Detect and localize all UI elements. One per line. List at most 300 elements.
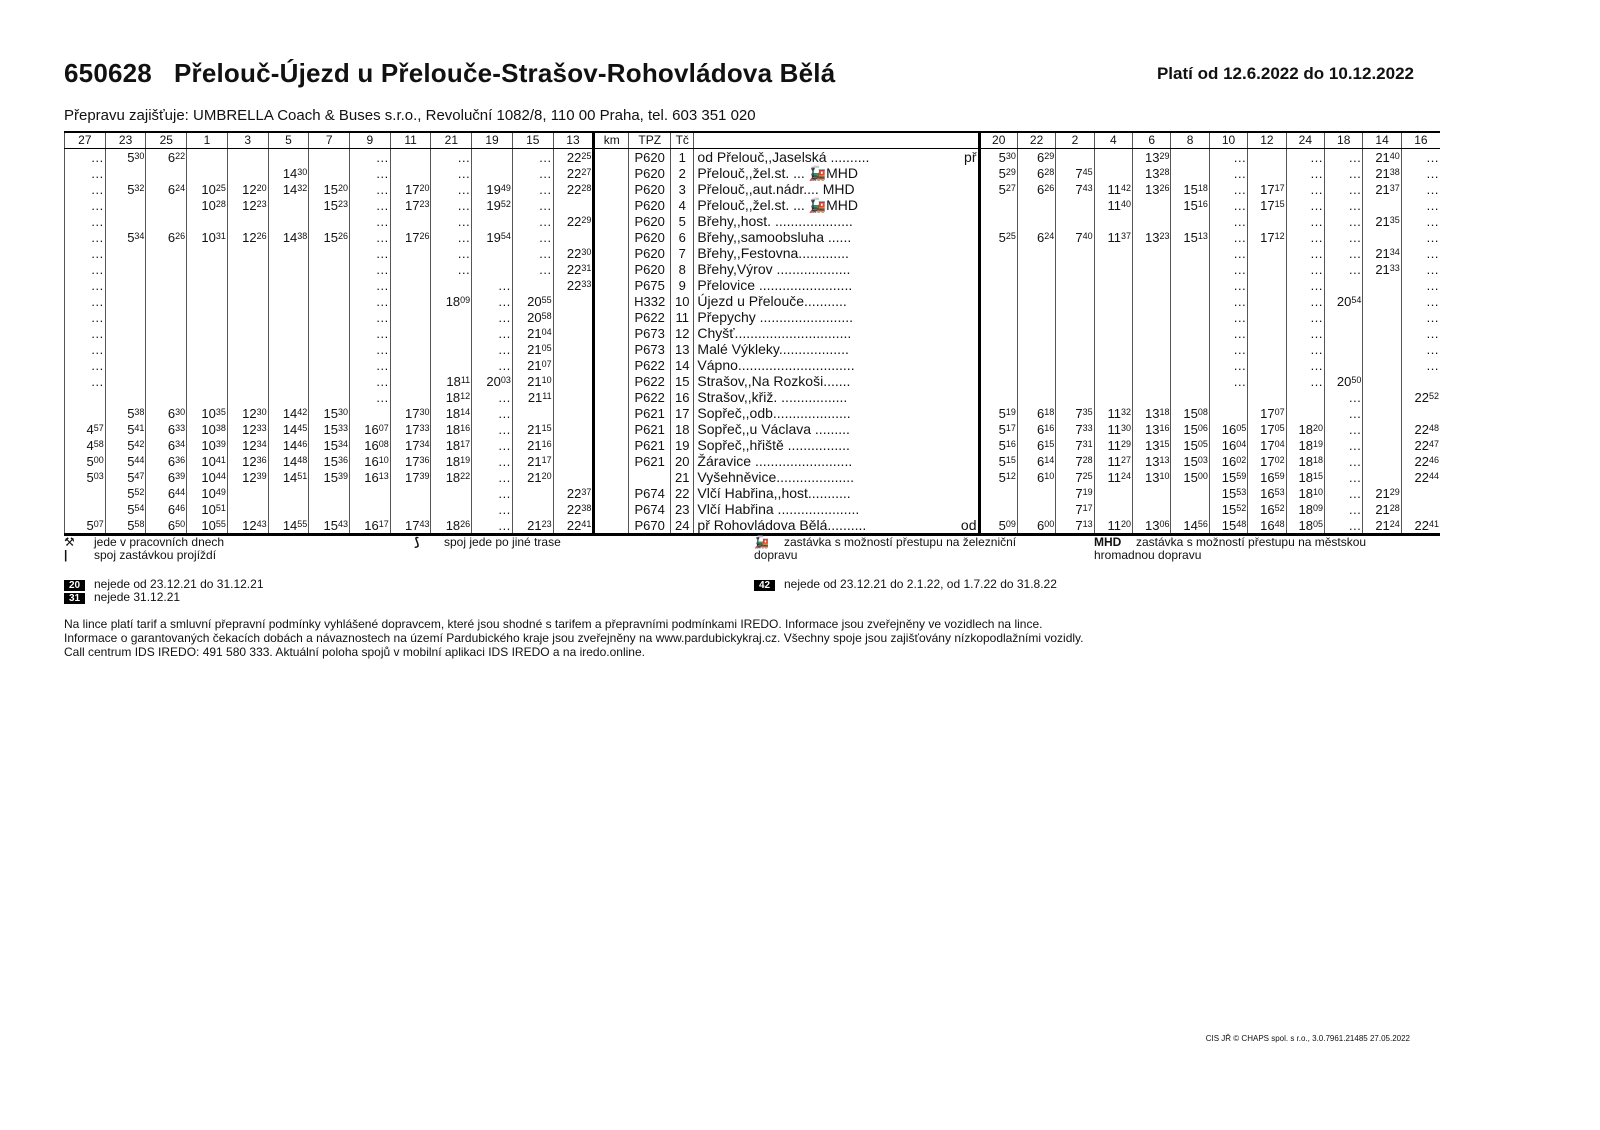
departure-time: $17^{04}$ xyxy=(1248,437,1286,453)
departure-time: $13^{29}$ xyxy=(1133,149,1171,166)
departure-time: … xyxy=(1286,325,1324,341)
departure-time: $17^{07}$ xyxy=(1248,405,1286,421)
trip-number: 15 xyxy=(512,132,553,149)
departure-time: $14^{48}$ xyxy=(268,453,309,469)
departure-time xyxy=(1325,309,1363,325)
departure-time: … xyxy=(1325,437,1363,453)
trip-number: 3 xyxy=(227,132,268,149)
departure-time xyxy=(1286,405,1324,421)
departure-time: $15^{53}$ xyxy=(1209,485,1247,501)
km-cell xyxy=(594,453,629,469)
departure-time: $17^{36}$ xyxy=(390,453,431,469)
departure-time xyxy=(309,357,350,373)
departure-time: $12^{30}$ xyxy=(227,405,268,421)
departure-time xyxy=(1133,325,1171,341)
stop-row xyxy=(65,421,1441,437)
departure-time: … xyxy=(1286,293,1324,309)
departure-time: … xyxy=(65,293,106,309)
departure-time xyxy=(1248,149,1286,166)
departure-time: $22^{31}$ xyxy=(553,261,594,277)
departure-time: $7^{35}$ xyxy=(1056,405,1094,421)
legend-rail: 🚂 zastávka s možností přestupu na železniční dopravu xyxy=(754,535,1017,562)
departure-time: … xyxy=(1401,325,1440,341)
departure-time xyxy=(268,149,309,166)
departure-time xyxy=(1094,293,1132,309)
departure-time xyxy=(1094,309,1132,325)
departure-time xyxy=(268,357,309,373)
departure-time: … xyxy=(1401,149,1440,166)
departure-time xyxy=(1248,309,1286,325)
departure-time xyxy=(390,277,431,293)
departure-time xyxy=(146,357,187,373)
departure-time: $5^{30}$ xyxy=(105,149,146,166)
departure-time: … xyxy=(431,165,472,181)
stop-row xyxy=(65,389,1441,405)
km-cell xyxy=(594,469,629,485)
departure-time xyxy=(390,149,431,166)
km-cell xyxy=(594,197,629,213)
departure-time: $15^{16}$ xyxy=(1171,197,1209,213)
departure-time xyxy=(105,389,146,405)
departure-time: $6^{16}$ xyxy=(1017,421,1055,437)
km-cell xyxy=(594,293,629,309)
departure-time: $16^{17}$ xyxy=(350,517,391,535)
departure-time: … xyxy=(1209,149,1247,166)
departure-time xyxy=(1017,245,1055,261)
departure-time xyxy=(1056,325,1094,341)
departure-time xyxy=(1248,213,1286,229)
departure-time xyxy=(65,405,106,421)
departure-time xyxy=(350,405,391,421)
stop-name xyxy=(694,389,979,405)
departure-time: $16^{10}$ xyxy=(350,453,391,469)
departure-time xyxy=(1248,261,1286,277)
departure-time: $5^{30}$ xyxy=(979,149,1017,166)
departure-time: $21^{04}$ xyxy=(512,325,553,341)
departure-time: $18^{19}$ xyxy=(431,453,472,469)
departure-time xyxy=(105,245,146,261)
departure-time xyxy=(1209,389,1247,405)
departure-time xyxy=(1017,261,1055,277)
km-cell xyxy=(594,341,629,357)
departure-time: $6^{39}$ xyxy=(146,469,187,485)
tpz-code: P674 xyxy=(629,501,671,517)
departure-time xyxy=(227,357,268,373)
departure-time xyxy=(227,309,268,325)
departure-time: … xyxy=(472,325,513,341)
departure-time xyxy=(1133,357,1171,373)
departure-time: $17^{12}$ xyxy=(1248,229,1286,245)
departure-time xyxy=(1171,357,1209,373)
km-cell xyxy=(594,261,629,277)
departure-time: $12^{34}$ xyxy=(227,437,268,453)
departure-time: $14^{51}$ xyxy=(268,469,309,485)
departure-time: $18^{19}$ xyxy=(1286,437,1324,453)
stop-name xyxy=(694,309,979,325)
departure-time xyxy=(187,277,228,293)
stop-name xyxy=(694,261,979,277)
departure-time: … xyxy=(1209,325,1247,341)
departure-time: $5^{16}$ xyxy=(979,437,1017,453)
departure-time: $22^{28}$ xyxy=(553,181,594,197)
departure-time xyxy=(309,277,350,293)
departure-time xyxy=(1094,373,1132,389)
departure-time: … xyxy=(1325,229,1363,245)
departure-time xyxy=(431,357,472,373)
departure-time: … xyxy=(1286,261,1324,277)
departure-time: $5^{58}$ xyxy=(105,517,146,535)
departure-time: $6^{29}$ xyxy=(1017,149,1055,166)
departure-time: $18^{14}$ xyxy=(431,405,472,421)
departure-time: … xyxy=(472,437,513,453)
departure-time xyxy=(187,261,228,277)
departure-time: … xyxy=(350,325,391,341)
stop-number: 12 xyxy=(671,325,694,341)
departure-time: $18^{09}$ xyxy=(431,293,472,309)
stop-row xyxy=(65,437,1441,453)
stop-row xyxy=(65,453,1441,469)
departure-time xyxy=(390,165,431,181)
departure-time: $14^{30}$ xyxy=(268,165,309,181)
stop-number: 2 xyxy=(671,165,694,181)
departure-time: $6^{50}$ xyxy=(146,517,187,535)
trip-number-row xyxy=(65,132,1441,149)
departure-time xyxy=(268,325,309,341)
departure-time xyxy=(1133,293,1171,309)
departure-time: $6^{22}$ xyxy=(146,149,187,166)
stop-number: 3 xyxy=(671,181,694,197)
departure-time: $18^{12}$ xyxy=(431,389,472,405)
departure-time xyxy=(553,325,594,341)
trip-number: 7 xyxy=(309,132,350,149)
departure-time: $10^{41}$ xyxy=(187,453,228,469)
departure-time xyxy=(1248,245,1286,261)
departure-time: … xyxy=(1325,469,1363,485)
departure-time: $12^{23}$ xyxy=(227,197,268,213)
departure-time: $5^{32}$ xyxy=(105,181,146,197)
departure-time xyxy=(553,469,594,485)
stop-row xyxy=(65,293,1441,309)
departure-time xyxy=(227,149,268,166)
departure-time: … xyxy=(431,149,472,166)
departure-time: $21^{38}$ xyxy=(1363,165,1401,181)
departure-time: $15^{05}$ xyxy=(1171,437,1209,453)
departure-time: … xyxy=(65,325,106,341)
departure-time: … xyxy=(350,389,391,405)
departure-time: … xyxy=(1209,357,1247,373)
departure-time xyxy=(309,389,350,405)
departure-time: $7^{13}$ xyxy=(1056,517,1094,535)
departure-time xyxy=(105,261,146,277)
departure-time: … xyxy=(1401,229,1440,245)
departure-time xyxy=(553,309,594,325)
direction-mark: př xyxy=(697,517,714,533)
stop-name xyxy=(694,229,979,245)
departure-time: … xyxy=(472,357,513,373)
departure-time xyxy=(979,245,1017,261)
departure-time: $21^{28}$ xyxy=(1363,501,1401,517)
departure-time: $20^{54}$ xyxy=(1325,293,1363,309)
stop-name xyxy=(694,197,979,213)
departure-time: … xyxy=(431,197,472,213)
departure-time xyxy=(553,405,594,421)
stop-label: Přelovice ........................ xyxy=(697,277,853,293)
trip-number: 10 xyxy=(1209,132,1247,149)
departure-time: … xyxy=(350,341,391,357)
departure-time xyxy=(1363,405,1401,421)
departure-time xyxy=(1363,373,1401,389)
departure-time: $5^{42}$ xyxy=(105,437,146,453)
departure-time xyxy=(390,341,431,357)
departure-time: $15^{59}$ xyxy=(1209,469,1247,485)
departure-time xyxy=(350,501,391,517)
departure-time: … xyxy=(350,373,391,389)
departure-time: … xyxy=(1401,293,1440,309)
departure-time: $15^{26}$ xyxy=(309,229,350,245)
departure-time xyxy=(472,213,513,229)
departure-time: $5^{52}$ xyxy=(105,485,146,501)
trip-number: 19 xyxy=(472,132,513,149)
departure-time xyxy=(1094,485,1132,501)
stop-name xyxy=(694,277,979,293)
departure-time: $12^{43}$ xyxy=(227,517,268,535)
departure-time xyxy=(1056,197,1094,213)
departure-time: $21^{35}$ xyxy=(1363,213,1401,229)
departure-time: … xyxy=(350,149,391,166)
departure-time: $10^{28}$ xyxy=(187,197,228,213)
departure-time xyxy=(553,341,594,357)
departure-time xyxy=(1363,389,1401,405)
stop-row xyxy=(65,245,1441,261)
departure-time: $5^{09}$ xyxy=(979,517,1017,535)
stop-row xyxy=(65,341,1441,357)
hammer-icon: ⚒ xyxy=(64,535,75,549)
departure-time xyxy=(309,309,350,325)
stop-label: Břehy,Výrov ................... xyxy=(697,261,851,277)
departure-time: $18^{05}$ xyxy=(1286,517,1324,535)
departure-time xyxy=(1171,213,1209,229)
departure-time: $5^{29}$ xyxy=(979,165,1017,181)
stop-number: 21 xyxy=(671,469,694,485)
departure-time xyxy=(187,149,228,166)
departure-time xyxy=(390,325,431,341)
departure-time: $15^{34}$ xyxy=(309,437,350,453)
departure-time xyxy=(979,261,1017,277)
departure-time: … xyxy=(1401,261,1440,277)
departure-time: … xyxy=(472,517,513,535)
departure-time xyxy=(268,213,309,229)
departure-time: $11^{37}$ xyxy=(1094,229,1132,245)
departure-time xyxy=(227,261,268,277)
document-header xyxy=(64,58,1414,89)
stop-label: Chyšť.............................. xyxy=(697,325,852,341)
km-cell xyxy=(594,309,629,325)
departure-time: … xyxy=(472,405,513,421)
departure-time xyxy=(390,357,431,373)
stop-number: 5 xyxy=(671,213,694,229)
departure-time xyxy=(553,229,594,245)
stop-row xyxy=(65,181,1441,197)
departure-time xyxy=(979,357,1017,373)
km-cell xyxy=(594,357,629,373)
departure-time xyxy=(512,277,553,293)
departure-time: $5^{03}$ xyxy=(65,469,106,485)
stop-label: Přelouč,,žel.st. ... 🚂MHD xyxy=(697,197,858,213)
trip-number: 18 xyxy=(1325,132,1363,149)
departure-time xyxy=(1133,309,1171,325)
tpz-code: P674 xyxy=(629,485,671,501)
departure-time xyxy=(146,309,187,325)
stop-label: Strašov,,křiž. ................. xyxy=(697,389,848,405)
departure-time xyxy=(512,405,553,421)
tpz-code: P621 xyxy=(629,453,671,469)
departure-time: $7^{19}$ xyxy=(1056,485,1094,501)
departure-time xyxy=(1133,485,1171,501)
departure-time: … xyxy=(1286,357,1324,373)
departure-time: $10^{55}$ xyxy=(187,517,228,535)
departure-time xyxy=(553,437,594,453)
km-cell xyxy=(594,277,629,293)
departure-time xyxy=(1248,277,1286,293)
stop-name xyxy=(694,181,979,197)
departure-time: … xyxy=(65,277,106,293)
departure-time xyxy=(1363,229,1401,245)
departure-time: $21^{10}$ xyxy=(512,373,553,389)
departure-time: … xyxy=(1401,357,1440,373)
stop-row xyxy=(65,197,1441,213)
departure-time: $16^{07}$ xyxy=(350,421,391,437)
departure-time xyxy=(553,197,594,213)
departure-time: $21^{11}$ xyxy=(512,389,553,405)
departure-time: $13^{26}$ xyxy=(1133,181,1171,197)
departure-time xyxy=(1363,197,1401,213)
departure-time: $6^{18}$ xyxy=(1017,405,1055,421)
departure-time: $20^{03}$ xyxy=(472,373,513,389)
departure-time: $7^{31}$ xyxy=(1056,437,1094,453)
departure-time: … xyxy=(65,229,106,245)
tpz-code: P675 xyxy=(629,277,671,293)
departure-time: $14^{46}$ xyxy=(268,437,309,453)
departure-time xyxy=(1171,501,1209,517)
departure-time: … xyxy=(1286,165,1324,181)
departure-time: … xyxy=(472,389,513,405)
line-number: 650628 xyxy=(64,58,152,88)
departure-time: $22^{41}$ xyxy=(1401,517,1440,535)
departure-time: $5^{27}$ xyxy=(979,181,1017,197)
departure-time: … xyxy=(1286,213,1324,229)
stop-name xyxy=(694,245,979,261)
departure-time xyxy=(146,325,187,341)
legend-other-route: ⟆ spoj jede po jiné trase xyxy=(414,535,561,549)
departure-time xyxy=(309,245,350,261)
departure-time: … xyxy=(472,421,513,437)
departure-time: $6^{36}$ xyxy=(146,453,187,469)
stop-number: 19 xyxy=(671,437,694,453)
departure-time xyxy=(105,165,146,181)
departure-time xyxy=(309,261,350,277)
stop-row xyxy=(65,309,1441,325)
tpz-code: P620 xyxy=(629,213,671,229)
departure-time: … xyxy=(472,501,513,517)
departure-time: $21^{34}$ xyxy=(1363,245,1401,261)
departure-time: $10^{31}$ xyxy=(187,229,228,245)
departure-time: $12^{39}$ xyxy=(227,469,268,485)
stop-name xyxy=(694,517,979,535)
departure-time xyxy=(979,277,1017,293)
tpz-code: P621 xyxy=(629,421,671,437)
departure-time xyxy=(187,373,228,389)
departure-time: $17^{26}$ xyxy=(390,229,431,245)
departure-time xyxy=(1133,341,1171,357)
departure-time: … xyxy=(431,261,472,277)
departure-time: $15^{20}$ xyxy=(309,181,350,197)
departure-time: $19^{49}$ xyxy=(472,181,513,197)
departure-time: … xyxy=(350,293,391,309)
stop-label: Vápno.............................. xyxy=(697,357,855,373)
km-header: km xyxy=(594,132,629,149)
stop-number: 8 xyxy=(671,261,694,277)
departure-time xyxy=(1094,341,1132,357)
departure-time xyxy=(105,341,146,357)
departure-time: … xyxy=(1286,277,1324,293)
departure-time xyxy=(105,277,146,293)
departure-time: $22^{30}$ xyxy=(553,245,594,261)
departure-time: … xyxy=(1286,373,1324,389)
departure-time: … xyxy=(1209,165,1247,181)
departure-time: … xyxy=(1325,213,1363,229)
departure-time: $12^{36}$ xyxy=(227,453,268,469)
departure-time: … xyxy=(472,293,513,309)
departure-time xyxy=(979,373,1017,389)
stop-name xyxy=(694,325,979,341)
departure-time xyxy=(65,501,106,517)
departure-time: $4^{58}$ xyxy=(65,437,106,453)
departure-time: … xyxy=(350,245,391,261)
departure-time: … xyxy=(1325,485,1363,501)
departure-time: … xyxy=(1401,213,1440,229)
departure-time: $5^{15}$ xyxy=(979,453,1017,469)
stop-label: Přepychy ........................ xyxy=(697,309,854,325)
departure-time: $10^{35}$ xyxy=(187,405,228,421)
departure-time: … xyxy=(1209,181,1247,197)
departure-time: $7^{28}$ xyxy=(1056,453,1094,469)
stop-row xyxy=(65,357,1441,373)
tpz-code: P673 xyxy=(629,325,671,341)
train-icon: 🚂 xyxy=(754,535,769,549)
stop-number: 14 xyxy=(671,357,694,373)
departure-time: $18^{18}$ xyxy=(1286,453,1324,469)
departure-time xyxy=(1056,357,1094,373)
departure-time xyxy=(1248,373,1286,389)
departure-time: … xyxy=(472,453,513,469)
tpz-code: P622 xyxy=(629,309,671,325)
departure-time xyxy=(1248,325,1286,341)
departure-time xyxy=(1363,277,1401,293)
stop-row xyxy=(65,501,1441,517)
departure-time: $18^{26}$ xyxy=(431,517,472,535)
departure-time xyxy=(431,485,472,501)
departure-time xyxy=(1017,309,1055,325)
departure-time: $22^{25}$ xyxy=(553,149,594,166)
departure-time: $15^{36}$ xyxy=(309,453,350,469)
departure-time xyxy=(390,389,431,405)
tpz-code: P620 xyxy=(629,229,671,245)
km-cell xyxy=(594,149,629,166)
departure-time: $11^{29}$ xyxy=(1094,437,1132,453)
departure-time: $21^{20}$ xyxy=(512,469,553,485)
departure-time xyxy=(1363,293,1401,309)
departure-time: … xyxy=(1209,309,1247,325)
